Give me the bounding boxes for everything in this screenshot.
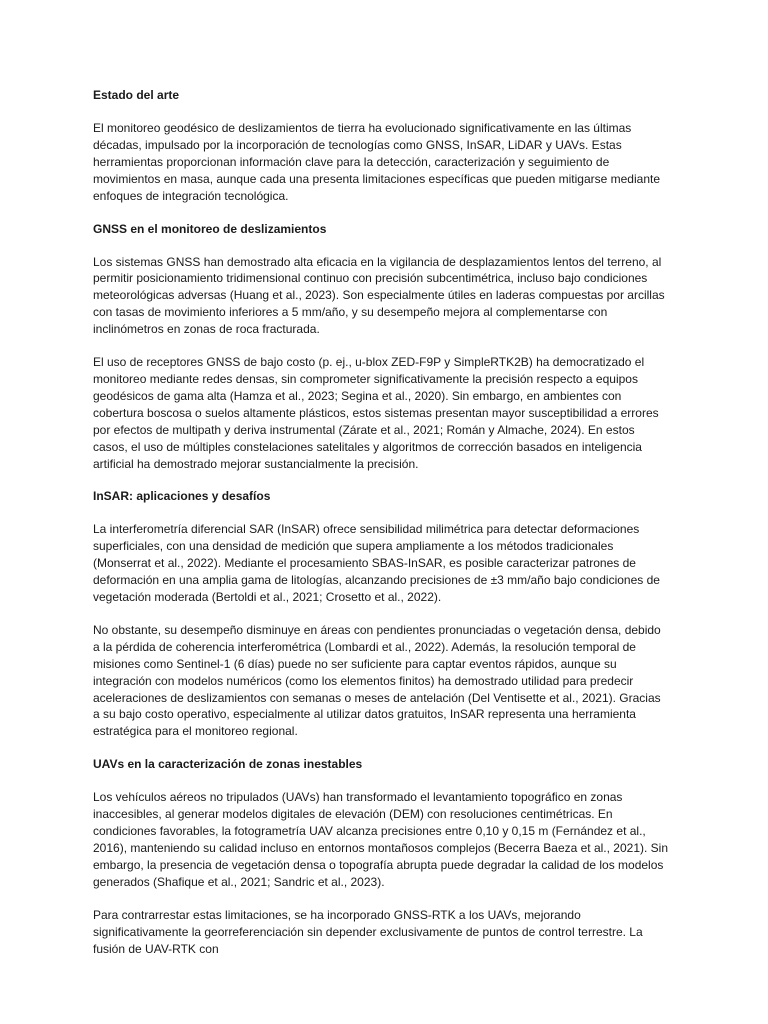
paragraph: El uso de receptores GNSS de bajo costo (p. ej., u-blox ZED-F9P y SimpleRTK2B) ha democratizado el monitoreo mediante redes densas, sin comprometer significativamente la precisión respecto a equipos geodésicos de gama alta (Hamza et al., 2023; Segina et al., 2020). Sin embargo, en ambientes con cobertura boscosa o suelos altamente plásticos, estos sistemas presentan mayor susceptibilidad a errores por efectos de multipath y deriva instrumental (Zárate et al., 2021; Román y Almache, 2024). En estos casos, el uso de múltiples constelaciones satelitales y algoritmos de corrección basados en inteligencia artificial ha demostrado mejorar sustancialmente la precisión.: [93, 355, 659, 471]
paragraph: Los vehículos aéreos no tripulados (UAVs) han transformado el levantamiento topográfico en zonas inaccesibles, al generar modelos digitales de elevación (DEM) con resoluciones centimétricas. En condiciones favorables, la fotogrametría UAV alcanza precisiones entre 0,10 y 0,15 m (Fernández et al., 2016), manteniendo su calidad incluso en entornos montañosos complejos (Becerra Baeza et al., 2021). Sin embargo, la presencia de vegetación densa o topografía abrupta puede degradar la calidad de los modelos generados (Shafique et al., 2021; Sandric et al., 2023).: [93, 790, 669, 889]
section-heading: UAVs en la caracterización de zonas inestables: [93, 757, 363, 772]
section-heading: Estado del arte: [93, 88, 180, 102]
section-insar: [93, 488, 668, 740]
section-heading: GNSS en el monitoreo de deslizamientos: [93, 221, 327, 236]
paragraph: No obstante, su desempeño disminuye en áreas con pendientes pronunciadas o vegetación densa, debido a la pérdida de coherencia interferométrica (Lombardi et al., 2022). Además, la resolución temporal de misiones como Sentinel-1 (6 días) puede no ser suficiente para captar eventos rápidos, aunque su integración con modelos numéricos (como los elementos finitos) ha demostrado utilidad para predecir aceleraciones de deslizamientos con semanas o meses de antelación (Del Ventisette et al., 2021). Gracias a su bajo costo operativo, especialmente al utilizar datos gratuitos, InSAR representa una herramienta estratégica para el monitoreo regional.: [93, 622, 661, 739]
paragraph: El monitoreo geodésico de deslizamientos de tierra ha evolucionado significativamente en las últimas décadas, impulsado por la incorporación de tecnologías como GNSS, InSAR, LiDAR y UAVs. Estas herramientas proporcionan información clave para la detección, caracterización y seguimiento de movimientos en masa, aunque cada una presenta limitaciones específicas que pueden mitigarse mediante enfoques de integración tecnológica.: [93, 121, 660, 203]
paragraph: Los sistemas GNSS han demostrado alta eficacia en la vigilancia de desplazamientos lentos del terreno, al permitir posicionamiento tridimensional continuo con precisión subcentimétrica, incluso bajo condiciones meteorológicas adversas (Huang et al., 2023). Son especialmente útiles en laderas compuestas por arcillas con tasas de movimiento inferiores a 5 mm/año, y su desempeño mejora al complementarse con inclinómetros en zonas de roca fracturada.: [93, 254, 665, 337]
paragraph: La interferometría diferencial SAR (InSAR) ofrece sensibilidad milimétrica para detectar deformaciones superficiales, con una densidad de medición que supera ampliamente a los métodos tradicionales (Monserrat et al., 2022). Mediante el procesamiento SBAS-InSAR, es posible caracterizar patrones de deformación en una amplia gama de litologías, alcanzando precisiones de ±3 mm/año bajo condiciones de vegetación moderada (Bertoldi et al., 2021; Crosetto et al., 2022).: [93, 522, 660, 605]
section-estado-del-arte: [93, 87, 668, 205]
section-heading: InSAR: aplicaciones y desafíos: [93, 489, 271, 504]
section-uavs: [93, 756, 668, 957]
section-gnss: [93, 221, 668, 473]
paragraph: Para contrarrestar estas limitaciones, se ha incorporado GNSS-RTK a los UAVs, mejorando significativamente la georreferenciación sin depender exclusivamente de puntos de control terrestre. La fusión de UAV-RTK con: [93, 907, 643, 956]
